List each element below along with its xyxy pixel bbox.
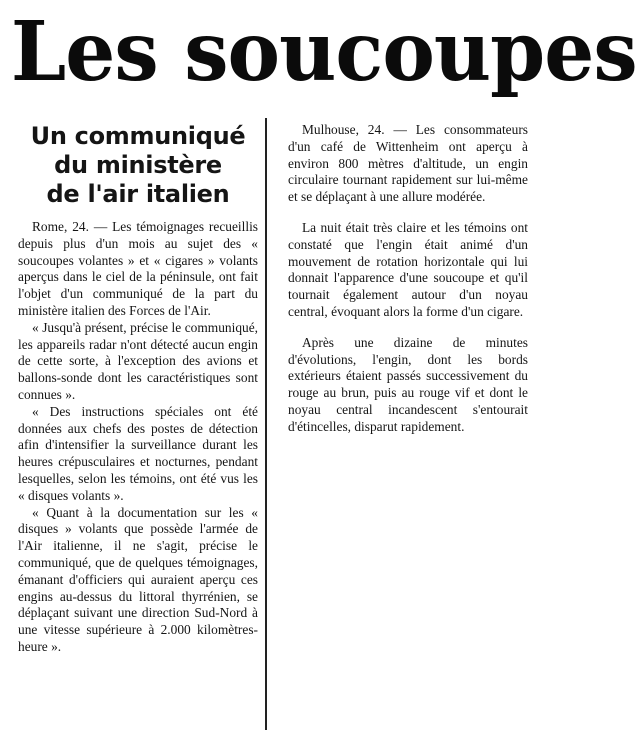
right-column	[288, 122, 528, 450]
article-paragraph: « Des instructions spéciales ont été données aux chefs des postes de détection afin d'intensifier la surveillance durant les heures crépusculaires et nocturnes, pendant lesquelles, selon les témoins, ont été vus les « disques volants ».	[18, 403, 258, 503]
subhead	[18, 122, 258, 209]
subhead-line: Un communiqué	[30, 122, 246, 150]
article-paragraph: La nuit était très claire et les témoins ont constaté que l'engin était animé d'un mouvement de rotation horizontale qui lui donnait l'apparence d'une soucoupe et qu'il tournait également autour d'un noyau central, évoquant alors la forme d'un cigare.	[288, 219, 528, 319]
article-paragraph: Après une dizaine de minutes d'évolutions, l'engin, dont les bords extérieurs étaient passés successivement du rouge au brun, puis au rouge vif et dont le noyau central incandescent s'entourait d'étincelles, disparut rapidement.	[288, 334, 528, 434]
article-paragraph: Mulhouse, 24. — Les consommateurs d'un café de Wittenheim ont aperçu à environ 800 mètres d'altitude, un engin circulaire tournant rapidement sur lui-même et se déplaçant à une allure modérée.	[288, 122, 528, 205]
article-paragraph: Rome, 24. — Les témoignages recueillis depuis plus d'un mois au sujet des « soucoupes volantes » et « cigares » volants aperçus dans le ciel de la péninsule, ont fait l'objet d'un communiqué de la part du ministère italien des Forces de l'Air.	[18, 219, 258, 318]
subhead-line: du ministère	[54, 151, 222, 179]
article-paragraph: « Jusqu'à présent, précise le communiqué, les appareils radar n'ont détecté aucun engin de cette sorte, à l'exception des avions et ballons-sonde dont les caractéristiques sont connues ».	[18, 319, 258, 402]
headline: Les soucoupes	[10, 4, 637, 100]
article-paragraph: « Quant à la documentation sur les « disques » volants que possède l'armée de l'Air italienne, il ne s'agit, précise le communiqué, que de quelques témoignages, émanant d'officiers qui auraient aperçu ces engins au-dessus du littoral thyrrénien, se déplaçant suivant une direction Sud-Nord à une vitesse supérieure à 2.000 kilomètres-heure ».	[18, 504, 258, 654]
column-divider	[265, 118, 267, 730]
left-column	[18, 118, 258, 656]
subhead-line: de l'air italien	[46, 180, 230, 208]
